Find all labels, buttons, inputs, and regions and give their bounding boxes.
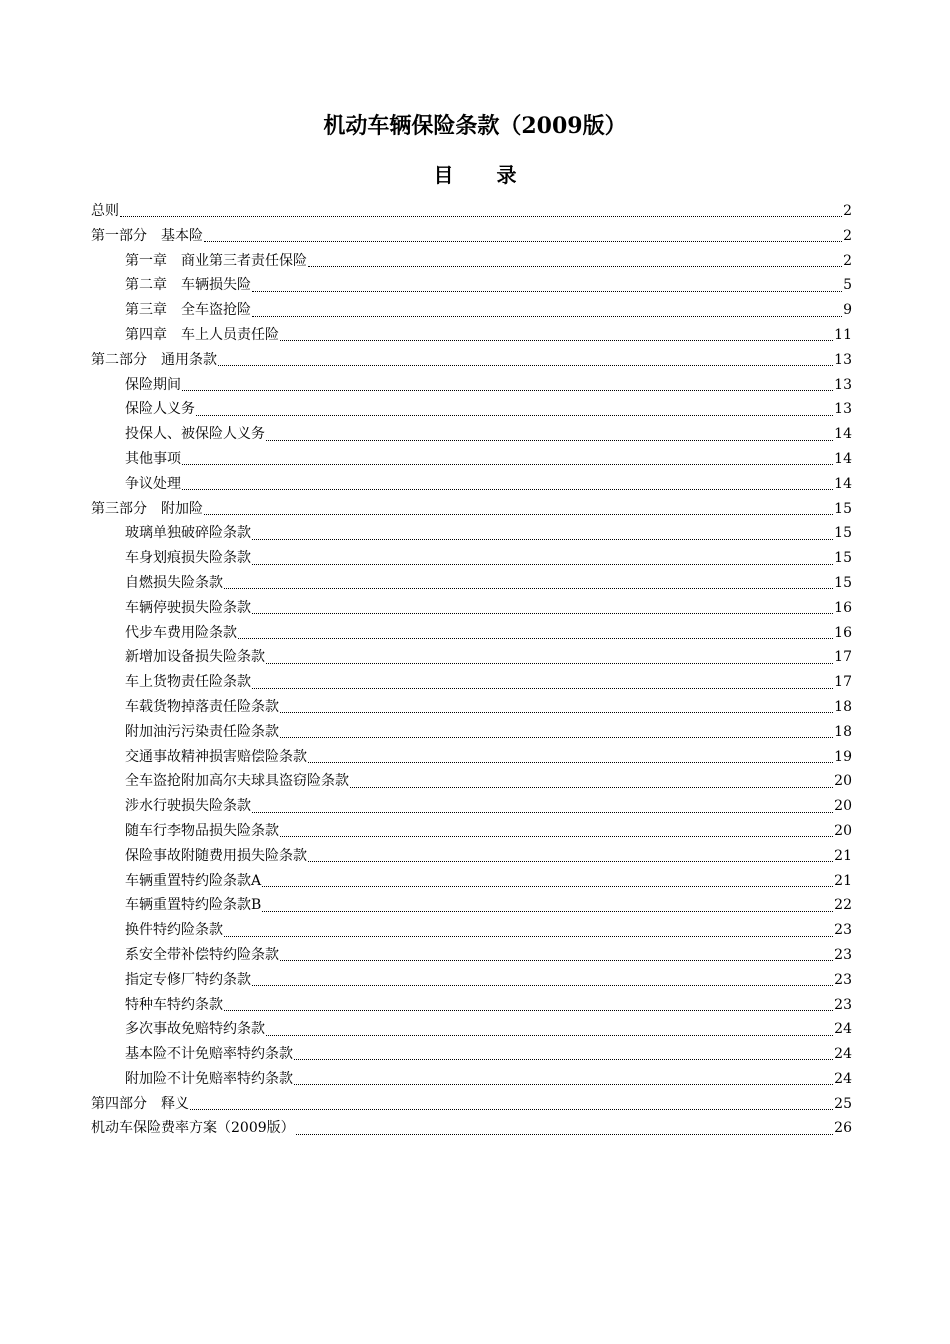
toc-entry-page-number: 15: [834, 500, 852, 517]
toc-entry-label: 第二部分 通用条款: [91, 351, 217, 368]
toc-entry-label: 车身划痕损失险条款: [125, 550, 251, 567]
toc-entry-page-number: 13: [834, 376, 852, 393]
toc-entry-label: 车辆重置特约险条款B: [125, 897, 262, 914]
toc-entry-page-number: 24: [834, 1046, 852, 1063]
toc-entry[interactable]: [91, 596, 852, 621]
toc-entry-page-number: 18: [834, 698, 852, 715]
toc-entry-label: 保险期间: [125, 376, 181, 393]
table-of-contents: [91, 199, 852, 1141]
toc-entry-page-number: 23: [834, 971, 852, 988]
toc-dot-leader: [308, 750, 833, 764]
toc-entry-label: 争议处理: [125, 475, 181, 492]
toc-entry-page-number: 21: [834, 847, 852, 864]
toc-entry-label: 第四章 车上人员责任险: [125, 326, 279, 343]
toc-entry-page-number: 13: [834, 351, 852, 368]
toc-entry-label: 特种车特约条款: [125, 996, 223, 1013]
toc-entry[interactable]: [91, 521, 852, 546]
toc-dot-leader: [252, 527, 833, 541]
toc-entry[interactable]: [91, 1017, 852, 1042]
toc-entry-label: 第三章 全车盗抢险: [125, 302, 251, 319]
toc-entry-page-number: 20: [834, 822, 852, 839]
toc-entry-label: 附加油污污染责任险条款: [125, 723, 279, 740]
toc-entry[interactable]: [91, 943, 852, 968]
toc-dot-leader: [224, 924, 833, 938]
toc-entry[interactable]: [91, 819, 852, 844]
toc-heading: 目 录: [433, 163, 535, 187]
toc-entry[interactable]: [91, 769, 852, 794]
toc-entry-page-number: 21: [834, 872, 852, 889]
toc-entry[interactable]: [91, 273, 852, 298]
toc-entry[interactable]: [91, 497, 852, 522]
toc-entry[interactable]: [91, 298, 852, 323]
toc-entry-page-number: 17: [834, 649, 852, 666]
document-title: 机动车辆保险条款（2009版）: [323, 113, 627, 139]
toc-dot-leader: [238, 626, 833, 640]
toc-entry-page-number: 2: [843, 203, 852, 219]
toc-entry-label: 附加险不计免赔率特约条款: [125, 1070, 293, 1087]
toc-entry[interactable]: [91, 695, 852, 720]
toc-dot-leader: [182, 378, 833, 392]
toc-entry-page-number: 18: [834, 723, 852, 740]
toc-entry-label: 自燃损失险条款: [125, 574, 223, 591]
toc-entry-label: 全车盗抢附加高尔夫球具盗窃险条款: [125, 773, 349, 790]
toc-entry[interactable]: [91, 1116, 852, 1141]
toc-dot-leader: [262, 899, 833, 913]
toc-entry[interactable]: [91, 794, 852, 819]
toc-entry-page-number: 15: [834, 550, 852, 567]
toc-entry-page-number: 22: [834, 897, 852, 914]
toc-entry-label: 总则: [91, 203, 119, 219]
toc-entry-label: 玻璃单独破碎险条款: [125, 525, 251, 542]
toc-entry[interactable]: [91, 397, 852, 422]
toc-entry[interactable]: [91, 571, 852, 596]
toc-entry-label: 投保人、被保险人义务: [125, 426, 265, 443]
toc-entry[interactable]: [91, 1092, 852, 1117]
toc-entry-label: 基本险不计免赔率特约条款: [125, 1046, 293, 1063]
toc-entry[interactable]: [91, 224, 852, 249]
toc-dot-leader: [196, 403, 833, 417]
toc-entry-page-number: 23: [834, 922, 852, 939]
toc-entry-label: 第二章 车辆损失险: [125, 277, 251, 294]
toc-dot-leader: [294, 1047, 833, 1061]
toc-dot-leader: [204, 502, 833, 516]
toc-entry[interactable]: [91, 249, 852, 274]
toc-entry-page-number: 20: [834, 798, 852, 815]
toc-dot-leader: [266, 1023, 833, 1037]
toc-dot-leader: [308, 849, 833, 863]
toc-entry-page-number: 14: [834, 475, 852, 492]
toc-entry-label: 车载货物掉落责任险条款: [125, 698, 279, 715]
toc-dot-leader: [280, 824, 833, 838]
toc-entry-page-number: 16: [834, 599, 852, 616]
toc-entry[interactable]: [91, 1042, 852, 1067]
toc-entry[interactable]: [91, 968, 852, 993]
toc-entry-label: 随车行李物品损失险条款: [125, 822, 279, 839]
toc-entry-label: 保险事故附随费用损失险条款: [125, 847, 307, 864]
toc-entry[interactable]: [91, 844, 852, 869]
toc-dot-leader: [280, 948, 833, 962]
toc-entry-label: 第三部分 附加险: [91, 500, 203, 517]
toc-entry[interactable]: [91, 472, 852, 497]
toc-entry[interactable]: [91, 348, 852, 373]
toc-entry[interactable]: [91, 993, 852, 1018]
toc-entry-label: 车辆停驶损失险条款: [125, 599, 251, 616]
toc-dot-leader: [308, 254, 842, 268]
toc-entry-label: 换件特约险条款: [125, 922, 223, 939]
toc-entry-label: 系安全带补偿特约险条款: [125, 946, 279, 963]
toc-dot-leader: [266, 428, 833, 442]
toc-entry[interactable]: [91, 323, 852, 348]
toc-entry-page-number: 20: [834, 773, 852, 790]
toc-entry-label: 指定专修厂特约条款: [125, 971, 251, 988]
toc-dot-leader: [252, 676, 833, 690]
toc-dot-leader: [252, 552, 833, 566]
toc-dot-leader: [252, 601, 833, 615]
toc-entry-label: 第一章 商业第三者责任保险: [125, 252, 307, 269]
toc-dot-leader: [224, 998, 833, 1012]
toc-entry-label: 涉水行驶损失险条款: [125, 798, 251, 815]
toc-entry-label: 多次事故免赔特约条款: [125, 1021, 265, 1038]
toc-entry-page-number: 15: [834, 525, 852, 542]
toc-entry[interactable]: [91, 199, 852, 224]
toc-entry[interactable]: [91, 1067, 852, 1092]
toc-entry-page-number: 25: [834, 1095, 852, 1112]
toc-entry[interactable]: [91, 546, 852, 571]
toc-entry-page-number: 23: [834, 996, 852, 1013]
toc-dot-leader: [262, 874, 833, 888]
toc-entry[interactable]: [91, 447, 852, 472]
toc-dot-leader: [294, 1072, 833, 1086]
toc-dot-leader: [182, 452, 833, 466]
toc-entry-page-number: 11: [834, 326, 852, 343]
toc-entry-label: 交通事故精神损害赔偿险条款: [125, 748, 307, 765]
toc-entry[interactable]: [91, 869, 852, 894]
toc-entry-label: 机动车保险费率方案（2009版）: [91, 1120, 295, 1137]
toc-entry[interactable]: [91, 645, 852, 670]
toc-entry-page-number: 26: [834, 1120, 852, 1137]
toc-entry-page-number: 19: [834, 748, 852, 765]
toc-entry-page-number: 17: [834, 674, 852, 691]
toc-dot-leader: [252, 800, 833, 814]
toc-entry[interactable]: [91, 893, 852, 918]
toc-entry-page-number: 14: [834, 450, 852, 467]
toc-entry-label: 车辆重置特约险条款A: [125, 872, 262, 889]
toc-entry-label: 保险人义务: [125, 401, 195, 418]
toc-entry-page-number: 24: [834, 1021, 852, 1038]
toc-entry[interactable]: [91, 720, 852, 745]
toc-dot-leader: [280, 725, 833, 739]
toc-entry-label: 代步车费用险条款: [125, 624, 237, 641]
toc-dot-leader: [218, 353, 833, 367]
toc-entry-label: 新增加设备损失险条款: [125, 649, 265, 666]
toc-entry-page-number: 2: [843, 227, 852, 244]
toc-entry-label: 第一部分 基本险: [91, 227, 203, 244]
toc-entry-page-number: 16: [834, 624, 852, 641]
toc-entry-label: 其他事项: [125, 450, 181, 467]
toc-entry[interactable]: [91, 621, 852, 646]
toc-entry-page-number: 23: [834, 946, 852, 963]
toc-entry-label: 车上货物责任险条款: [125, 674, 251, 691]
toc-entry-page-number: 24: [834, 1070, 852, 1087]
toc-dot-leader: [224, 576, 833, 590]
toc-dot-leader: [182, 477, 833, 491]
toc-entry[interactable]: [91, 745, 852, 770]
toc-dot-leader: [252, 304, 842, 318]
toc-entry[interactable]: [91, 918, 852, 943]
toc-entry-page-number: 14: [834, 426, 852, 443]
toc-dot-leader: [190, 1097, 833, 1111]
toc-entry-page-number: 15: [834, 574, 852, 591]
toc-entry-page-number: 2: [843, 252, 852, 269]
toc-dot-leader: [120, 204, 842, 218]
toc-dot-leader: [280, 700, 833, 714]
toc-entry-page-number: 5: [843, 277, 852, 294]
toc-dot-leader: [296, 1122, 834, 1136]
toc-entry[interactable]: [91, 373, 852, 398]
toc-entry[interactable]: [91, 422, 852, 447]
toc-entry-page-number: 9: [843, 302, 852, 319]
toc-entry-page-number: 13: [834, 401, 852, 418]
toc-dot-leader: [204, 229, 842, 243]
toc-dot-leader: [266, 651, 833, 665]
toc-dot-leader: [252, 973, 833, 987]
toc-dot-leader: [350, 775, 833, 789]
toc-dot-leader: [280, 328, 833, 342]
toc-entry[interactable]: [91, 670, 852, 695]
toc-entry-label: 第四部分 释义: [91, 1095, 189, 1112]
toc-dot-leader: [252, 279, 842, 293]
